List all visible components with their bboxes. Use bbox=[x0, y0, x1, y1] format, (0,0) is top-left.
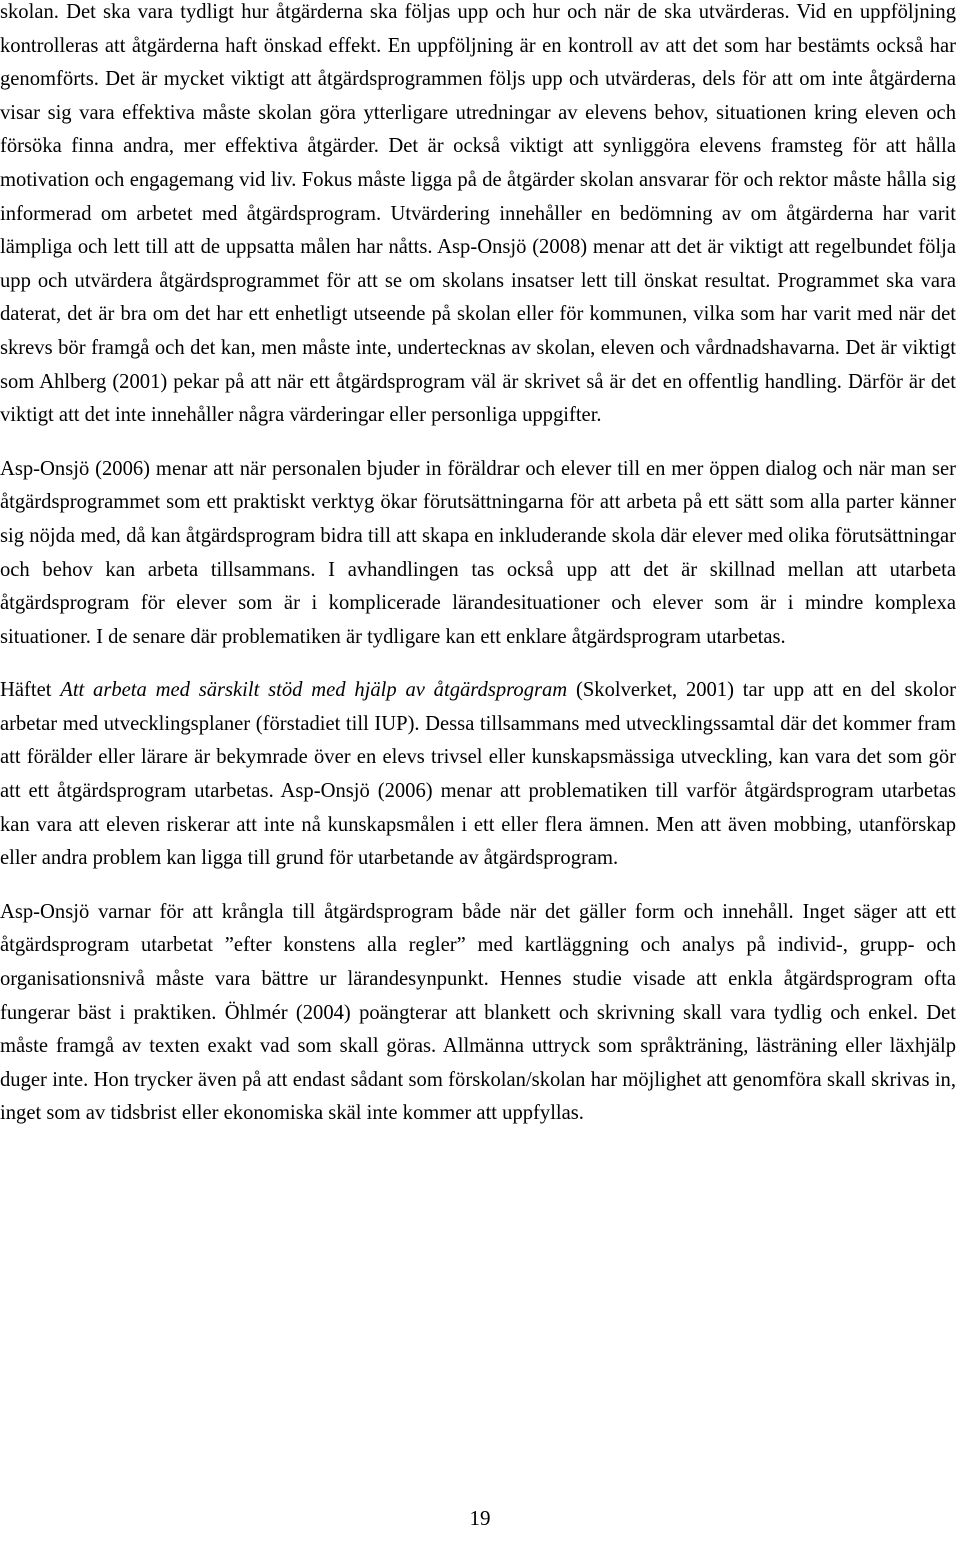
page-number: 19 bbox=[469, 1506, 491, 1530]
paragraph: Asp-Onsjö (2006) menar att när personalen bjuder in föräldrar och elever till en mer öppen dialog och när man ser åtgärdsprogrammet som ett praktiskt verktyg ökar förutsättningarna för att arbeta på ett sätt som alla parter känner sig nöjda med, då kan åtgärdsprogram bidra till att skapa en inkluderande skola där elever med olika förutsättningar och behov kan arbeta tillsammans. I avhandlingen tas också upp att det är skillnad mellan att utarbeta åtgärdsprogram för elever som är i komplicerade lärandesituationer och elever som är i mindre komplexa situationer. I de senare där problematiken är tydligare kan ett enklare åtgärdsprogram utarbetas. bbox=[0, 457, 956, 648]
paragraph-text: Häftet bbox=[0, 679, 61, 702]
paragraph bbox=[0, 674, 956, 876]
paragraph: Asp-Onsjö varnar för att krångla till åtgärdsprogram både när det gäller form och innehåll. Inget säger att ett åtgärdsprogram utarbetat ”efter konstens alla regler” med kartläggning och analys på individ-, grupp- och organisationsnivå måste vara bättre ur lärandesynpunkt. Hennes studie visade att enkla åtgärdsprogram ofta fungerar bäst i praktiken. Öhlmér (2004) poängterar att blankett och skrivning skall vara tydlig och enkel. Det måste framgå av texten exakt vad som skall göras. Allmänna uttryck som språkträning, lästräning eller läxhjälp duger inte. Hon trycker även på att endast sådant som förskolan/skolan har möjlighet att genomföra skall skrivas in, inget som av tidsbrist eller ekonomiska skäl inte kommer att uppfyllas. bbox=[0, 900, 956, 1125]
paragraph-text: (Skolverket, 2001) tar upp att en del skolor arbetar med utvecklingsplaner (förstadiet till IUP). Dessa tillsammans med utvecklingssamtal där det kommer fram att förälder eller lärare är bekymrade över en elevs trivsel eller kunskapsmässiga utveckling, kan vara det som gör att ett åtgärdsprogram utarbetas. Asp-Onsjö (2006) menar att problematiken till varför åtgärdsprogram utarbetas kan vara att eleven riskerar att inte nå kunskapsmålen i ett eller flera ämnen. Men att även mobbing, utanförskap eller andra problem kan ligga till grund för utarbetande av åtgärdsprogram. bbox=[0, 679, 956, 870]
paragraph: skolan. Det ska vara tydligt hur åtgärderna ska följas upp och hur och när de ska utvärderas. Vid en uppföljning kontrolleras att åtgärderna haft önskad effekt. En uppföljning är en kontroll av att det som har bestämts också har genomförts. Det är mycket viktigt att åtgärdsprogrammen följs upp och utvärderas, dels för att om inte åtgärderna visar sig vara effektiva måste skolan göra ytterligare utredningar av elevens behov, situationen kring eleven och försöka finna andra, mer effektiva åtgärder. Det är också viktigt att synliggöra elevens framsteg för att hålla motivation och engagemang vid liv. Fokus måste ligga på de åtgärder skolan ansvarar för och rektor måste hålla sig informerad om arbetet med åtgärdsprogram. Utvärdering innehåller en bedömning av om åtgärderna har varit lämpliga och lett till att de uppsatta målen har nåtts. Asp-Onsjö (2008) menar att det är viktigt att regelbundet följa upp och utvärdera åtgärdsprogrammet för att se om skolans insatser lett till önskat resultat. Programmet ska vara daterat, det är bra om det har ett enhetligt utseende på skolan eller för kommunen, vilka som har varit med när det skrevs bör framgå och det kan, men måste inte, undertecknas av skolan, eleven och vårdnadshavarna. Det är viktigt som Ahlberg (2001) pekar på att när ett åtgärdsprogram väl är skrivet så är det en offentlig handling. Därför är det viktigt att det inte innehåller några värderingar eller personliga uppgifter. bbox=[0, 1, 956, 427]
publication-title: Att arbeta med särskilt stöd med hjälp av åtgärdsprogram bbox=[60, 679, 568, 702]
